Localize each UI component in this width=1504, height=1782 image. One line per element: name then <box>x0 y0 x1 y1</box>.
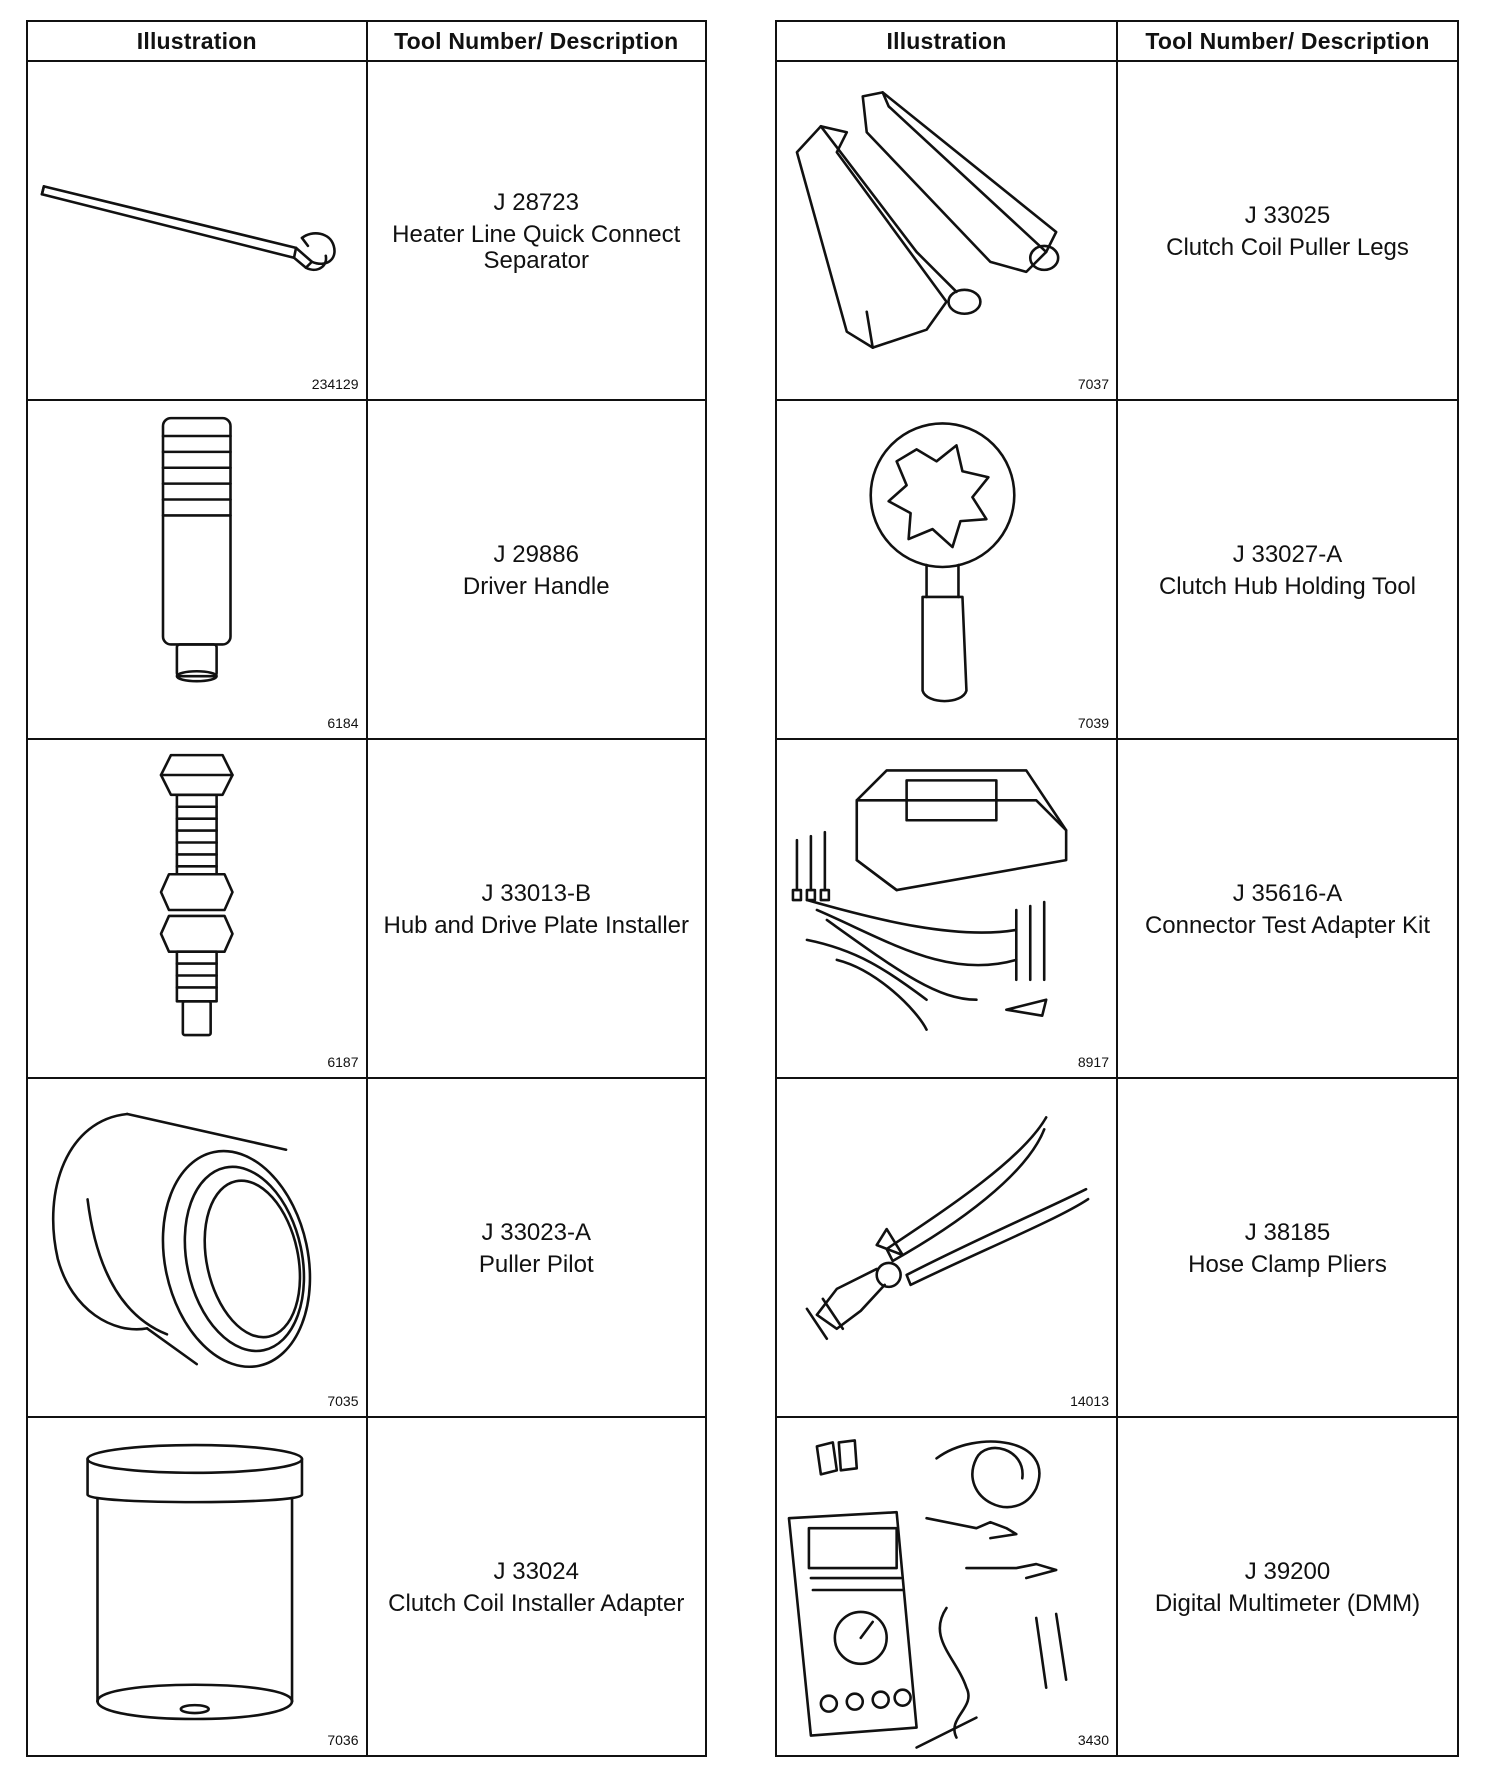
illustration-cell <box>27 400 367 739</box>
figure-number: 6187 <box>327 1054 359 1070</box>
tool-number: J 33027-A <box>1232 540 1343 568</box>
tool-name: Connector Test Adapter Kit <box>1144 911 1431 939</box>
description-cell <box>367 1078 707 1417</box>
table-row <box>27 1417 706 1756</box>
tool-name: Clutch Coil Puller Legs <box>1166 233 1409 261</box>
tool-name: Puller Pilot <box>478 1250 594 1278</box>
description-cell <box>1117 61 1458 400</box>
figure-number: 7036 <box>327 1732 359 1748</box>
puller-legs-icon <box>777 62 1116 399</box>
driver-handle-icon <box>28 401 366 738</box>
tool-name: Clutch Coil Installer Adapter <box>388 1589 685 1617</box>
illustration-cell <box>27 61 367 400</box>
figure-number: 234129 <box>311 376 359 392</box>
tools-table-right <box>775 20 1459 1757</box>
illustration-cell <box>776 400 1117 739</box>
description-cell <box>367 61 707 400</box>
tool-name: Hub and Drive Plate Installer <box>383 911 689 939</box>
table-row <box>27 739 706 1078</box>
table-row <box>776 400 1458 739</box>
description-header: Tool Number/ Description <box>1117 21 1458 61</box>
tool-number: J 29886 <box>493 540 579 568</box>
description-cell <box>367 400 707 739</box>
table-row <box>27 400 706 739</box>
tool-name: Clutch Hub Holding Tool <box>1158 572 1417 600</box>
tool-name: Driver Handle <box>462 572 610 600</box>
figure-number: 3430 <box>1077 1732 1109 1748</box>
illustration-cell <box>776 61 1117 400</box>
table-row <box>776 61 1458 400</box>
table-row <box>27 1078 706 1417</box>
illustration-cell <box>776 1417 1117 1756</box>
description-cell <box>1117 739 1458 1078</box>
table-row <box>27 61 706 400</box>
figure-number: 7037 <box>1077 376 1109 392</box>
description-cell <box>1117 1078 1458 1417</box>
figure-number: 14013 <box>1070 1393 1109 1409</box>
description-cell <box>1117 1417 1458 1756</box>
illustration-header: Illustration <box>27 21 367 61</box>
illustration-header: Illustration <box>776 21 1117 61</box>
illustration-cell <box>27 1417 367 1756</box>
tool-number: J 33013-B <box>481 879 591 907</box>
tool-number: J 33025 <box>1244 201 1331 229</box>
illustration-cell <box>776 1078 1117 1417</box>
tool-name: Heater Line Quick Connect Separator <box>392 220 681 274</box>
hub-holding-tool-icon <box>777 401 1116 738</box>
tool-number: J 33023-A <box>481 1218 591 1246</box>
hose-clamp-pliers-icon <box>777 1079 1116 1416</box>
description-cell <box>367 1417 707 1756</box>
tool-name: Hose Clamp Pliers <box>1188 1250 1387 1278</box>
tool-number: J 28723 <box>493 188 579 216</box>
figure-number: 8917 <box>1077 1054 1109 1070</box>
illustration-cell <box>27 739 367 1078</box>
description-cell <box>1117 400 1458 739</box>
table-row <box>776 1078 1458 1417</box>
tool-number: J 38185 <box>1244 1218 1331 1246</box>
table-header-row <box>27 21 706 61</box>
tools-table-left <box>26 20 707 1757</box>
description-header: Tool Number/ Description <box>367 21 707 61</box>
quick-connect-separator-icon <box>28 62 366 399</box>
tool-number: J 35616-A <box>1232 879 1343 907</box>
figure-number: 6184 <box>327 715 359 731</box>
hub-installer-icon <box>28 740 366 1077</box>
table-header-row <box>776 21 1458 61</box>
figure-number: 7039 <box>1077 715 1109 731</box>
tool-number: J 33024 <box>493 1557 579 1585</box>
puller-pilot-icon <box>28 1079 366 1416</box>
illustration-cell <box>27 1078 367 1417</box>
tool-number: J 39200 <box>1244 1557 1331 1585</box>
figure-number: 7035 <box>327 1393 359 1409</box>
description-cell <box>367 739 707 1078</box>
multimeter-icon <box>777 1418 1116 1755</box>
table-row <box>776 1417 1458 1756</box>
illustration-cell <box>776 739 1117 1078</box>
test-adapter-kit-icon <box>777 740 1116 1077</box>
coil-installer-adapter-icon <box>28 1418 366 1755</box>
table-row <box>776 739 1458 1078</box>
tool-name: Digital Multimeter (DMM) <box>1154 1589 1421 1617</box>
